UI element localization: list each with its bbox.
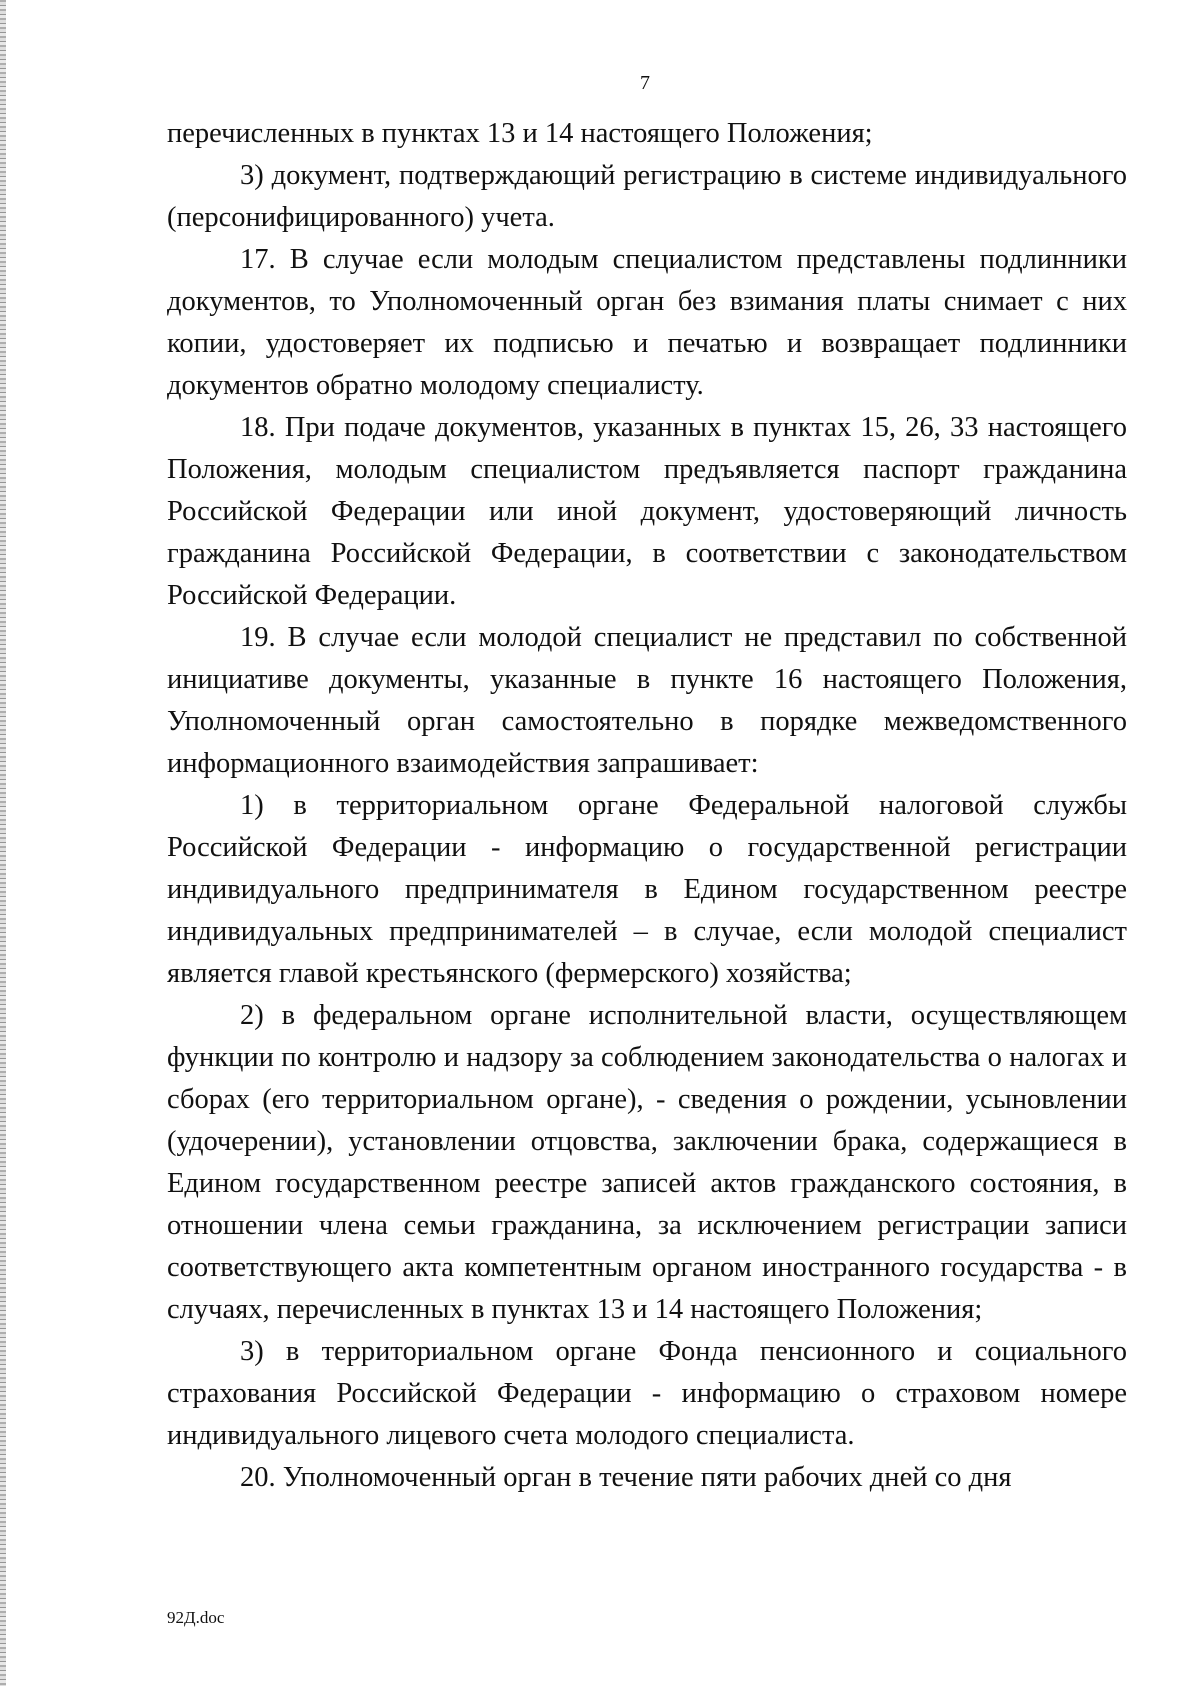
paragraph-18: 18. При подаче документов, указанных в пунктах 15, 26, 33 настоящего Положения, молодым специалистом предъявляется паспорт гражданина Российской Федерации или иной документ, удостоверяющий личность гражданина Российской Федерации, в соответствии с законодательством Российской Федерации. (167, 412, 1127, 611)
paragraph-19-item-1: 1) в территориальном органе Федеральной налоговой службы Российской Федерации - информацию о государственной регистрации индивидуального предпринимателя в Едином государственном реестре индивидуальных предпринимателей – в случае, если молодой специалист является главой крестьянского (фермерского) хозяйства; (167, 790, 1127, 989)
footer-file-name: 92Д.doc (167, 1608, 225, 1627)
paragraph-19: 19. В случае если молодой специалист не представил по собственной инициативе документы, указанные в пункте 16 настоящего Положения, Уполномоченный орган самостоятельно в порядке межведомственного информационного взаимодействия запрашивает: (167, 622, 1127, 779)
paragraph-20: 20. Уполномоченный орган в течение пяти рабочих дней со дня (240, 1462, 1012, 1493)
paragraph-item-3-registration: 3) документ, подтверждающий регистрацию в системе индивидуального (персонифицированного) учета. (167, 160, 1127, 233)
paragraph-19-item-3: 3) в территориальном органе Фонда пенсионного и социального страхования Российской Федерации - информацию о страховом номере индивидуального лицевого счета молодого специалиста. (167, 1336, 1127, 1451)
document-body (167, 113, 1127, 1499)
paragraph-17: 17. В случае если молодым специалистом представлены подлинники документов, то Уполномоченный орган без взимания платы снимает с них копии, удостоверяет их подписью и печатью и возвращает подлинники документов обратно молодому специалисту. (167, 244, 1127, 401)
paragraph-continuation: перечисленных в пунктах 13 и 14 настоящего Положения; (167, 118, 873, 149)
scan-edge (0, 0, 6, 1686)
page-number: 7 (640, 72, 650, 94)
paragraph-19-item-2: 2) в федеральном органе исполнительной власти, осуществляющем функции по контролю и надзору за соблюдением законодательства о налогах и сборах (его территориальном органе), - сведения о рождении, усыновлении (удочерении), установлении отцовства, заключении брака, содержащиеся в Едином государственном реестре записей актов гражданского состояния, в отношении члена семьи гражданина, за исключением регистрации записи соответствующего акта компетентным органом иностранного государства - в случаях, перечисленных в пунктах 13 и 14 настоящего Положения; (167, 1000, 1127, 1325)
